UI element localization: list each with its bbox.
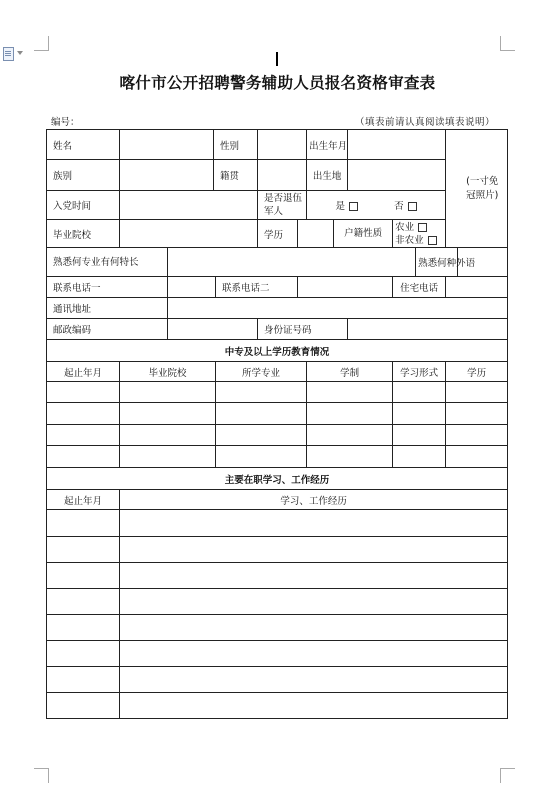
veteran-yes-label: 是 [335, 201, 346, 212]
native-place-field[interactable] [258, 160, 307, 191]
graduate-school-field[interactable] [120, 220, 258, 248]
table-row [47, 563, 508, 589]
table-row [47, 589, 508, 615]
table-row [47, 446, 508, 468]
instruction-note: （填表前请认真阅读填表说明） [355, 117, 496, 128]
table-row [47, 615, 508, 641]
graduate-school-label: 毕业院校 [47, 220, 120, 248]
table-row [47, 510, 508, 537]
agricultural-label: 农业 [395, 221, 415, 233]
specialty-field[interactable] [168, 248, 416, 277]
table-row [47, 641, 508, 667]
birth-date-label: 出生年月 [307, 130, 348, 160]
ethnicity-label: 族别 [47, 160, 120, 191]
hukou-options [393, 220, 446, 248]
education-field[interactable] [298, 220, 334, 248]
edu-col-study-mode: 学习形式 [393, 362, 446, 382]
table-row [47, 537, 508, 563]
id-number-label: 身份证号码 [258, 319, 348, 340]
table-row [47, 403, 508, 425]
id-number-field[interactable] [348, 319, 508, 340]
party-date-label: 入党时间 [47, 191, 120, 220]
table-row [47, 693, 508, 719]
veteran-no-checkbox[interactable] [408, 202, 417, 211]
edu-col-school: 毕业院校 [120, 362, 216, 382]
non-agricultural-checkbox[interactable] [428, 236, 437, 245]
text-cursor [276, 52, 278, 66]
birthplace-field[interactable] [348, 160, 446, 191]
party-date-field[interactable] [120, 191, 258, 220]
education-label: 学历 [258, 220, 298, 248]
gender-field[interactable] [258, 130, 307, 160]
crop-mark-top-right [500, 36, 515, 51]
agricultural-checkbox[interactable] [418, 223, 427, 232]
name-label: 姓名 [47, 130, 120, 160]
address-field[interactable] [168, 298, 508, 319]
home-phone-label: 住宅电话 [393, 277, 446, 298]
native-place-label: 籍贯 [214, 160, 258, 191]
veteran-yes-checkbox[interactable] [349, 202, 358, 211]
crop-mark-top-left [34, 36, 49, 51]
veteran-options [307, 191, 446, 220]
postal-code-label: 邮政编码 [47, 319, 168, 340]
edu-col-major: 所学专业 [216, 362, 307, 382]
gender-label: 性别 [214, 130, 258, 160]
document-icon[interactable] [3, 47, 14, 61]
home-phone-field[interactable] [446, 277, 508, 298]
exp-col-period: 起止年月 [47, 490, 120, 510]
table-row [47, 382, 508, 403]
exp-col-history: 学习、工作经历 [120, 490, 508, 510]
birthplace-label: 出生地 [307, 160, 348, 191]
photo-box[interactable]: (一寸免冠照片) [446, 130, 508, 248]
serial-number-label: 编号： [51, 117, 80, 128]
education-section-heading: 中专及以上学历教育情况 [47, 340, 508, 362]
page-title: 喀什市公开招聘警务辅助人员报名资格审查表 [119, 73, 436, 92]
address-label: 通讯地址 [47, 298, 168, 319]
chevron-down-icon[interactable] [17, 51, 23, 55]
crop-mark-bottom-left [34, 768, 49, 783]
veteran-no-label: 否 [394, 201, 404, 212]
table-row [47, 667, 508, 693]
phone-2-field[interactable] [298, 277, 393, 298]
postal-code-field[interactable] [168, 319, 258, 340]
application-form-table [46, 129, 508, 719]
experience-section-heading: 主要在职学习、工作经历 [47, 468, 508, 490]
crop-mark-bottom-right [500, 768, 515, 783]
edu-col-duration: 学制 [307, 362, 393, 382]
phone-1-field[interactable] [168, 277, 216, 298]
veteran-label: 是否退伍军人 [258, 191, 307, 220]
specialty-label: 熟悉何专业有何特长 [47, 248, 168, 277]
foreign-language-label: 熟悉何种外语 [416, 248, 458, 277]
birth-date-field[interactable] [348, 130, 446, 160]
name-field[interactable] [120, 130, 214, 160]
phone-2-label: 联系电话二 [216, 277, 298, 298]
non-agricultural-label: 非农业 [395, 234, 424, 246]
table-row [47, 425, 508, 446]
ethnicity-field[interactable] [120, 160, 214, 191]
edu-col-degree: 学历 [446, 362, 508, 382]
phone-1-label: 联系电话一 [47, 277, 168, 298]
hukou-label: 户籍性质 [334, 220, 393, 248]
edu-col-period: 起止年月 [47, 362, 120, 382]
